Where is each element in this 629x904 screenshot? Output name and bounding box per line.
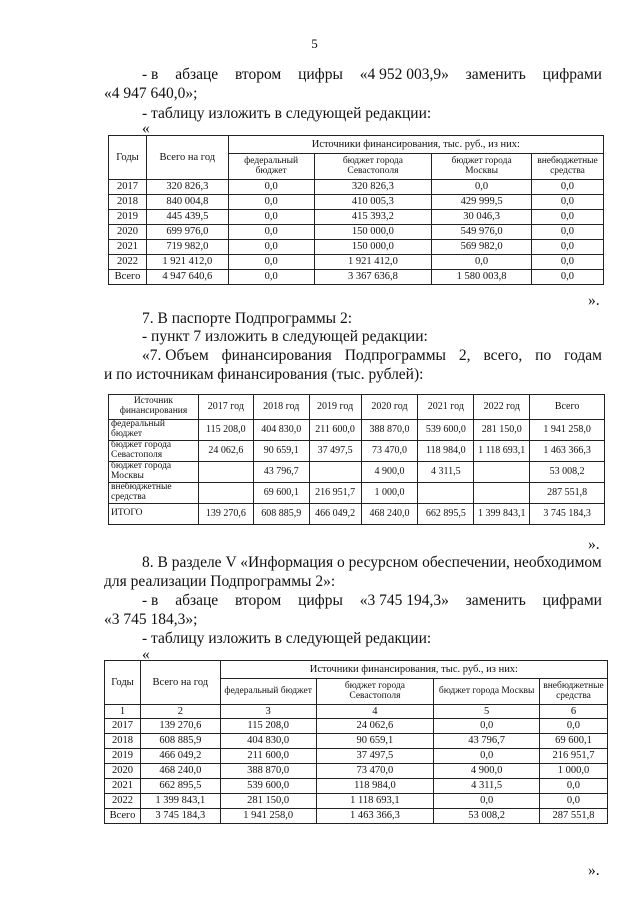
table-cell: 30 046,3 (432, 210, 532, 225)
header-years: Годы (109, 136, 147, 180)
table-cell: 24 062,6 (198, 441, 253, 462)
column-number: 5 (434, 705, 540, 719)
table-row (109, 483, 605, 504)
table-cell: 468 240,0 (140, 764, 220, 779)
word: Подпрограммы (344, 347, 446, 364)
table-cell (198, 483, 253, 504)
word: финансирования (221, 347, 332, 364)
table-cell: 0,0 (539, 719, 607, 734)
table-row (109, 240, 604, 255)
word: абзаце (175, 66, 219, 83)
amend-table-instruction-2: - таблицу изложить в следующей редакции: (142, 630, 432, 647)
header-year: 2017 год (198, 395, 253, 420)
close-quote: ». (588, 536, 600, 553)
table-cell (474, 483, 530, 504)
table-cell: 4 900,0 (361, 462, 418, 483)
financing-table-1 (108, 135, 604, 285)
word: 2, (458, 347, 471, 364)
table-cell: 0,0 (531, 225, 603, 240)
table-cell: 569 982,0 (432, 240, 532, 255)
row-label: 2019 (109, 210, 147, 225)
table-cell: 0,0 (228, 195, 314, 210)
table-row (109, 420, 605, 441)
table-cell: 1 463 366,3 (316, 809, 434, 824)
table-cell: 0,0 (434, 794, 540, 809)
table-cell: 115 208,0 (198, 420, 253, 441)
word: всего, (483, 347, 523, 364)
table-row (109, 255, 604, 270)
table-cell: 0,0 (228, 180, 314, 195)
financing-table-3 (104, 660, 608, 824)
word: - в (142, 592, 159, 609)
row-label: Всего (105, 809, 141, 824)
table-cell: 0,0 (434, 749, 540, 764)
header-year: 2020 год (361, 395, 418, 420)
header-moscow: бюджет города Москвы (434, 679, 540, 705)
word: втором (234, 592, 282, 609)
table-cell: 43 796,7 (253, 462, 309, 483)
table-cell: 90 659,1 (253, 441, 309, 462)
section-7-quote-cont: и по источникам финансирования (тыс. рублей): (104, 366, 424, 383)
word: цифры (298, 66, 343, 83)
table-cell: 539 600,0 (220, 779, 316, 794)
table-cell: 539 600,0 (418, 420, 474, 441)
table-cell: 0,0 (531, 240, 603, 255)
word: «7. Объем (142, 347, 209, 364)
row-label: бюджет города Севастополя (109, 441, 199, 462)
table-cell: 4 311,5 (434, 779, 540, 794)
table-cell: 1 921 412,0 (314, 255, 432, 270)
header-sevastopol: бюджет города Севастополя (316, 679, 434, 705)
row-label: Всего (109, 270, 147, 285)
row-label: федеральный бюджет (109, 420, 199, 441)
table-cell: 608 885,9 (140, 734, 220, 749)
table-cell (418, 483, 474, 504)
table-row (109, 504, 605, 525)
table-cell: 0,0 (539, 779, 607, 794)
word: годам (564, 347, 602, 364)
table-row (105, 809, 608, 824)
table-row (105, 749, 608, 764)
word: цифрами (542, 592, 602, 609)
table-cell: 0,0 (531, 180, 603, 195)
table-cell: 662 895,5 (140, 779, 220, 794)
word: абзаце (175, 592, 219, 609)
table-cell: 53 008,2 (434, 809, 540, 824)
table-cell: 719 982,0 (146, 240, 228, 255)
table-cell: 53 008,2 (530, 462, 605, 483)
amend-paragraph-1-cont: «4 947 640,0»; (104, 85, 198, 102)
table-cell: 466 049,2 (309, 504, 361, 525)
table-cell: 1 399 843,1 (140, 794, 220, 809)
table-cell: 4 900,0 (434, 764, 540, 779)
table-cell: 1 463 366,3 (530, 441, 605, 462)
table-cell: 840 004,8 (146, 195, 228, 210)
word: цифры (298, 592, 343, 609)
amend-paragraph-2-cont: «3 745 184,3»; (104, 611, 198, 628)
table-cell: 24 062,6 (316, 719, 434, 734)
table-cell: 118 984,0 (316, 779, 434, 794)
table-row (109, 225, 604, 240)
table-cell (198, 462, 253, 483)
header-sources: Источники финансирования, тыс. руб., из них: (220, 661, 607, 679)
table-cell: 388 870,0 (361, 420, 418, 441)
table-row (109, 270, 604, 285)
word: цифрами (542, 66, 602, 83)
table-cell: 699 976,0 (146, 225, 228, 240)
close-quote: ». (588, 292, 600, 309)
table-cell: 1 000,0 (539, 764, 607, 779)
table-cell: 281 150,0 (474, 420, 530, 441)
header-extrabudget: внебюджетные средства (531, 154, 603, 180)
table-cell: 0,0 (228, 270, 314, 285)
row-label: 2022 (105, 794, 141, 809)
table-cell: 281 150,0 (220, 794, 316, 809)
table-cell: 4 947 640,6 (146, 270, 228, 285)
table-cell: 1 580 003,8 (432, 270, 532, 285)
word: по (535, 347, 552, 364)
table-cell: 662 895,5 (418, 504, 474, 525)
table-cell: 468 240,0 (361, 504, 418, 525)
table-cell: 1 118 693,1 (316, 794, 434, 809)
table-cell: 0,0 (531, 210, 603, 225)
table-cell: 43 796,7 (434, 734, 540, 749)
table-cell: 150 000,0 (314, 240, 432, 255)
table-cell: 37 497,5 (309, 441, 361, 462)
row-label: 2017 (105, 719, 141, 734)
amend-table-instruction: - таблицу изложить в следующей редакции: (142, 105, 432, 122)
row-label: 2020 (105, 764, 141, 779)
table-cell: 410 005,3 (314, 195, 432, 210)
column-number: 2 (140, 705, 220, 719)
table-row (105, 764, 608, 779)
table-cell: 0,0 (539, 794, 607, 809)
table-cell: 139 270,6 (140, 719, 220, 734)
table-cell: 0,0 (432, 255, 532, 270)
close-quote: ». (588, 862, 600, 879)
table-row (109, 180, 604, 195)
financing-table-2 (108, 394, 605, 525)
word: - в (142, 66, 159, 83)
header-federal: федеральный бюджет (220, 679, 316, 705)
table-cell: 211 600,0 (220, 749, 316, 764)
table-cell: 404 830,0 (220, 734, 316, 749)
table-cell: 0,0 (432, 180, 532, 195)
table-cell: 0,0 (531, 255, 603, 270)
table-row (109, 462, 605, 483)
table-cell: 1 941 258,0 (530, 420, 605, 441)
column-number: 1 (105, 705, 141, 719)
amend-paragraph-2 (142, 592, 602, 610)
open-quote: « (142, 646, 150, 663)
header-total: Всего на год (146, 136, 228, 180)
word: заменить (465, 66, 526, 83)
table-cell: 287 551,8 (539, 809, 607, 824)
row-label: внебюджетные средства (109, 483, 199, 504)
table-cell (474, 462, 530, 483)
word: «3 745 194,3» (359, 592, 449, 609)
header-source: Источник финансирования (109, 395, 199, 420)
table-cell: 216 951,7 (539, 749, 607, 764)
table-cell: 445 439,5 (146, 210, 228, 225)
column-number: 4 (316, 705, 434, 719)
header-year: 2021 год (418, 395, 474, 420)
row-label: 2022 (109, 255, 147, 270)
table-cell: 0,0 (228, 240, 314, 255)
table-cell: 0,0 (228, 225, 314, 240)
table-row (109, 195, 604, 210)
table-cell: 139 270,6 (198, 504, 253, 525)
table-cell: 115 208,0 (220, 719, 316, 734)
open-quote: « (142, 120, 150, 137)
table-cell: 73 470,0 (316, 764, 434, 779)
table-cell: 4 311,5 (418, 462, 474, 483)
header-sevastopol: бюджет города Севастополя (314, 154, 432, 180)
header-total: Всего на год (140, 661, 220, 705)
table-cell: 287 551,8 (530, 483, 605, 504)
column-number: 6 (539, 705, 607, 719)
row-label: ИТОГО (109, 504, 199, 525)
header-extrabudget: внебюджетные средства (539, 679, 607, 705)
table-cell: 3 367 636,8 (314, 270, 432, 285)
table-cell: 216 951,7 (309, 483, 361, 504)
word: «4 952 003,9» (359, 66, 449, 83)
header-moscow: бюджет города Москвы (432, 154, 532, 180)
table-cell: 429 999,5 (432, 195, 532, 210)
table-cell: 466 049,2 (140, 749, 220, 764)
table-cell: 320 826,3 (146, 180, 228, 195)
amend-paragraph-1 (142, 66, 602, 84)
table-row (105, 734, 608, 749)
section-8-title-cont: для реализации Подпрограммы 2»: (104, 573, 336, 590)
word: заменить (465, 592, 526, 609)
table-cell: 118 984,0 (418, 441, 474, 462)
row-label: 2018 (109, 195, 147, 210)
table-row (109, 441, 605, 462)
table-cell: 0,0 (434, 719, 540, 734)
table-cell: 0,0 (228, 255, 314, 270)
row-label: 2021 (105, 779, 141, 794)
section-7-item: - пункт 7 изложить в следующей редакции: (142, 328, 428, 345)
header-sources: Источники финансирования, тыс. руб., из них: (228, 136, 603, 154)
table-cell: 415 393,2 (314, 210, 432, 225)
word: втором (234, 66, 282, 83)
row-label: 2021 (109, 240, 147, 255)
section-8-title: 8. В разделе V «Информация о ресурсном обеспечении, необходимом (142, 554, 602, 571)
table-cell: 404 830,0 (253, 420, 309, 441)
table-row (105, 719, 608, 734)
header-total: Всего (530, 395, 605, 420)
page-number: 5 (311, 36, 318, 51)
header-years: Годы (105, 661, 141, 705)
section-7-quote (142, 347, 602, 365)
table-cell (309, 462, 361, 483)
table-row (109, 210, 604, 225)
row-label: 2020 (109, 225, 147, 240)
table-cell: 3 745 184,3 (530, 504, 605, 525)
header-federal: федеральный бюджет (228, 154, 314, 180)
header-year: 2022 год (474, 395, 530, 420)
table-cell: 37 497,5 (316, 749, 434, 764)
row-label: 2019 (105, 749, 141, 764)
table-cell: 150 000,0 (314, 225, 432, 240)
table-cell: 69 600,1 (539, 734, 607, 749)
table-cell: 388 870,0 (220, 764, 316, 779)
table-cell: 1 118 693,1 (474, 441, 530, 462)
table-row (105, 794, 608, 809)
table-cell: 0,0 (228, 210, 314, 225)
table-cell: 90 659,1 (316, 734, 434, 749)
row-label: бюджет города Москвы (109, 462, 199, 483)
table-cell: 608 885,9 (253, 504, 309, 525)
table-cell: 3 745 184,3 (140, 809, 220, 824)
table-cell: 0,0 (531, 195, 603, 210)
table-cell: 1 399 843,1 (474, 504, 530, 525)
row-label: 2017 (109, 180, 147, 195)
table-row (105, 779, 608, 794)
table-cell: 549 976,0 (432, 225, 532, 240)
table-cell: 1 921 412,0 (146, 255, 228, 270)
table-cell: 73 470,0 (361, 441, 418, 462)
table-cell: 0,0 (531, 270, 603, 285)
table-cell: 69 600,1 (253, 483, 309, 504)
row-label: 2018 (105, 734, 141, 749)
section-7-title: 7. В паспорте Подпрограммы 2: (142, 310, 353, 327)
table-cell: 320 826,3 (314, 180, 432, 195)
header-year: 2019 год (309, 395, 361, 420)
column-number: 3 (220, 705, 316, 719)
table-cell: 1 000,0 (361, 483, 418, 504)
header-year: 2018 год (253, 395, 309, 420)
table-cell: 1 941 258,0 (220, 809, 316, 824)
table-cell: 211 600,0 (309, 420, 361, 441)
